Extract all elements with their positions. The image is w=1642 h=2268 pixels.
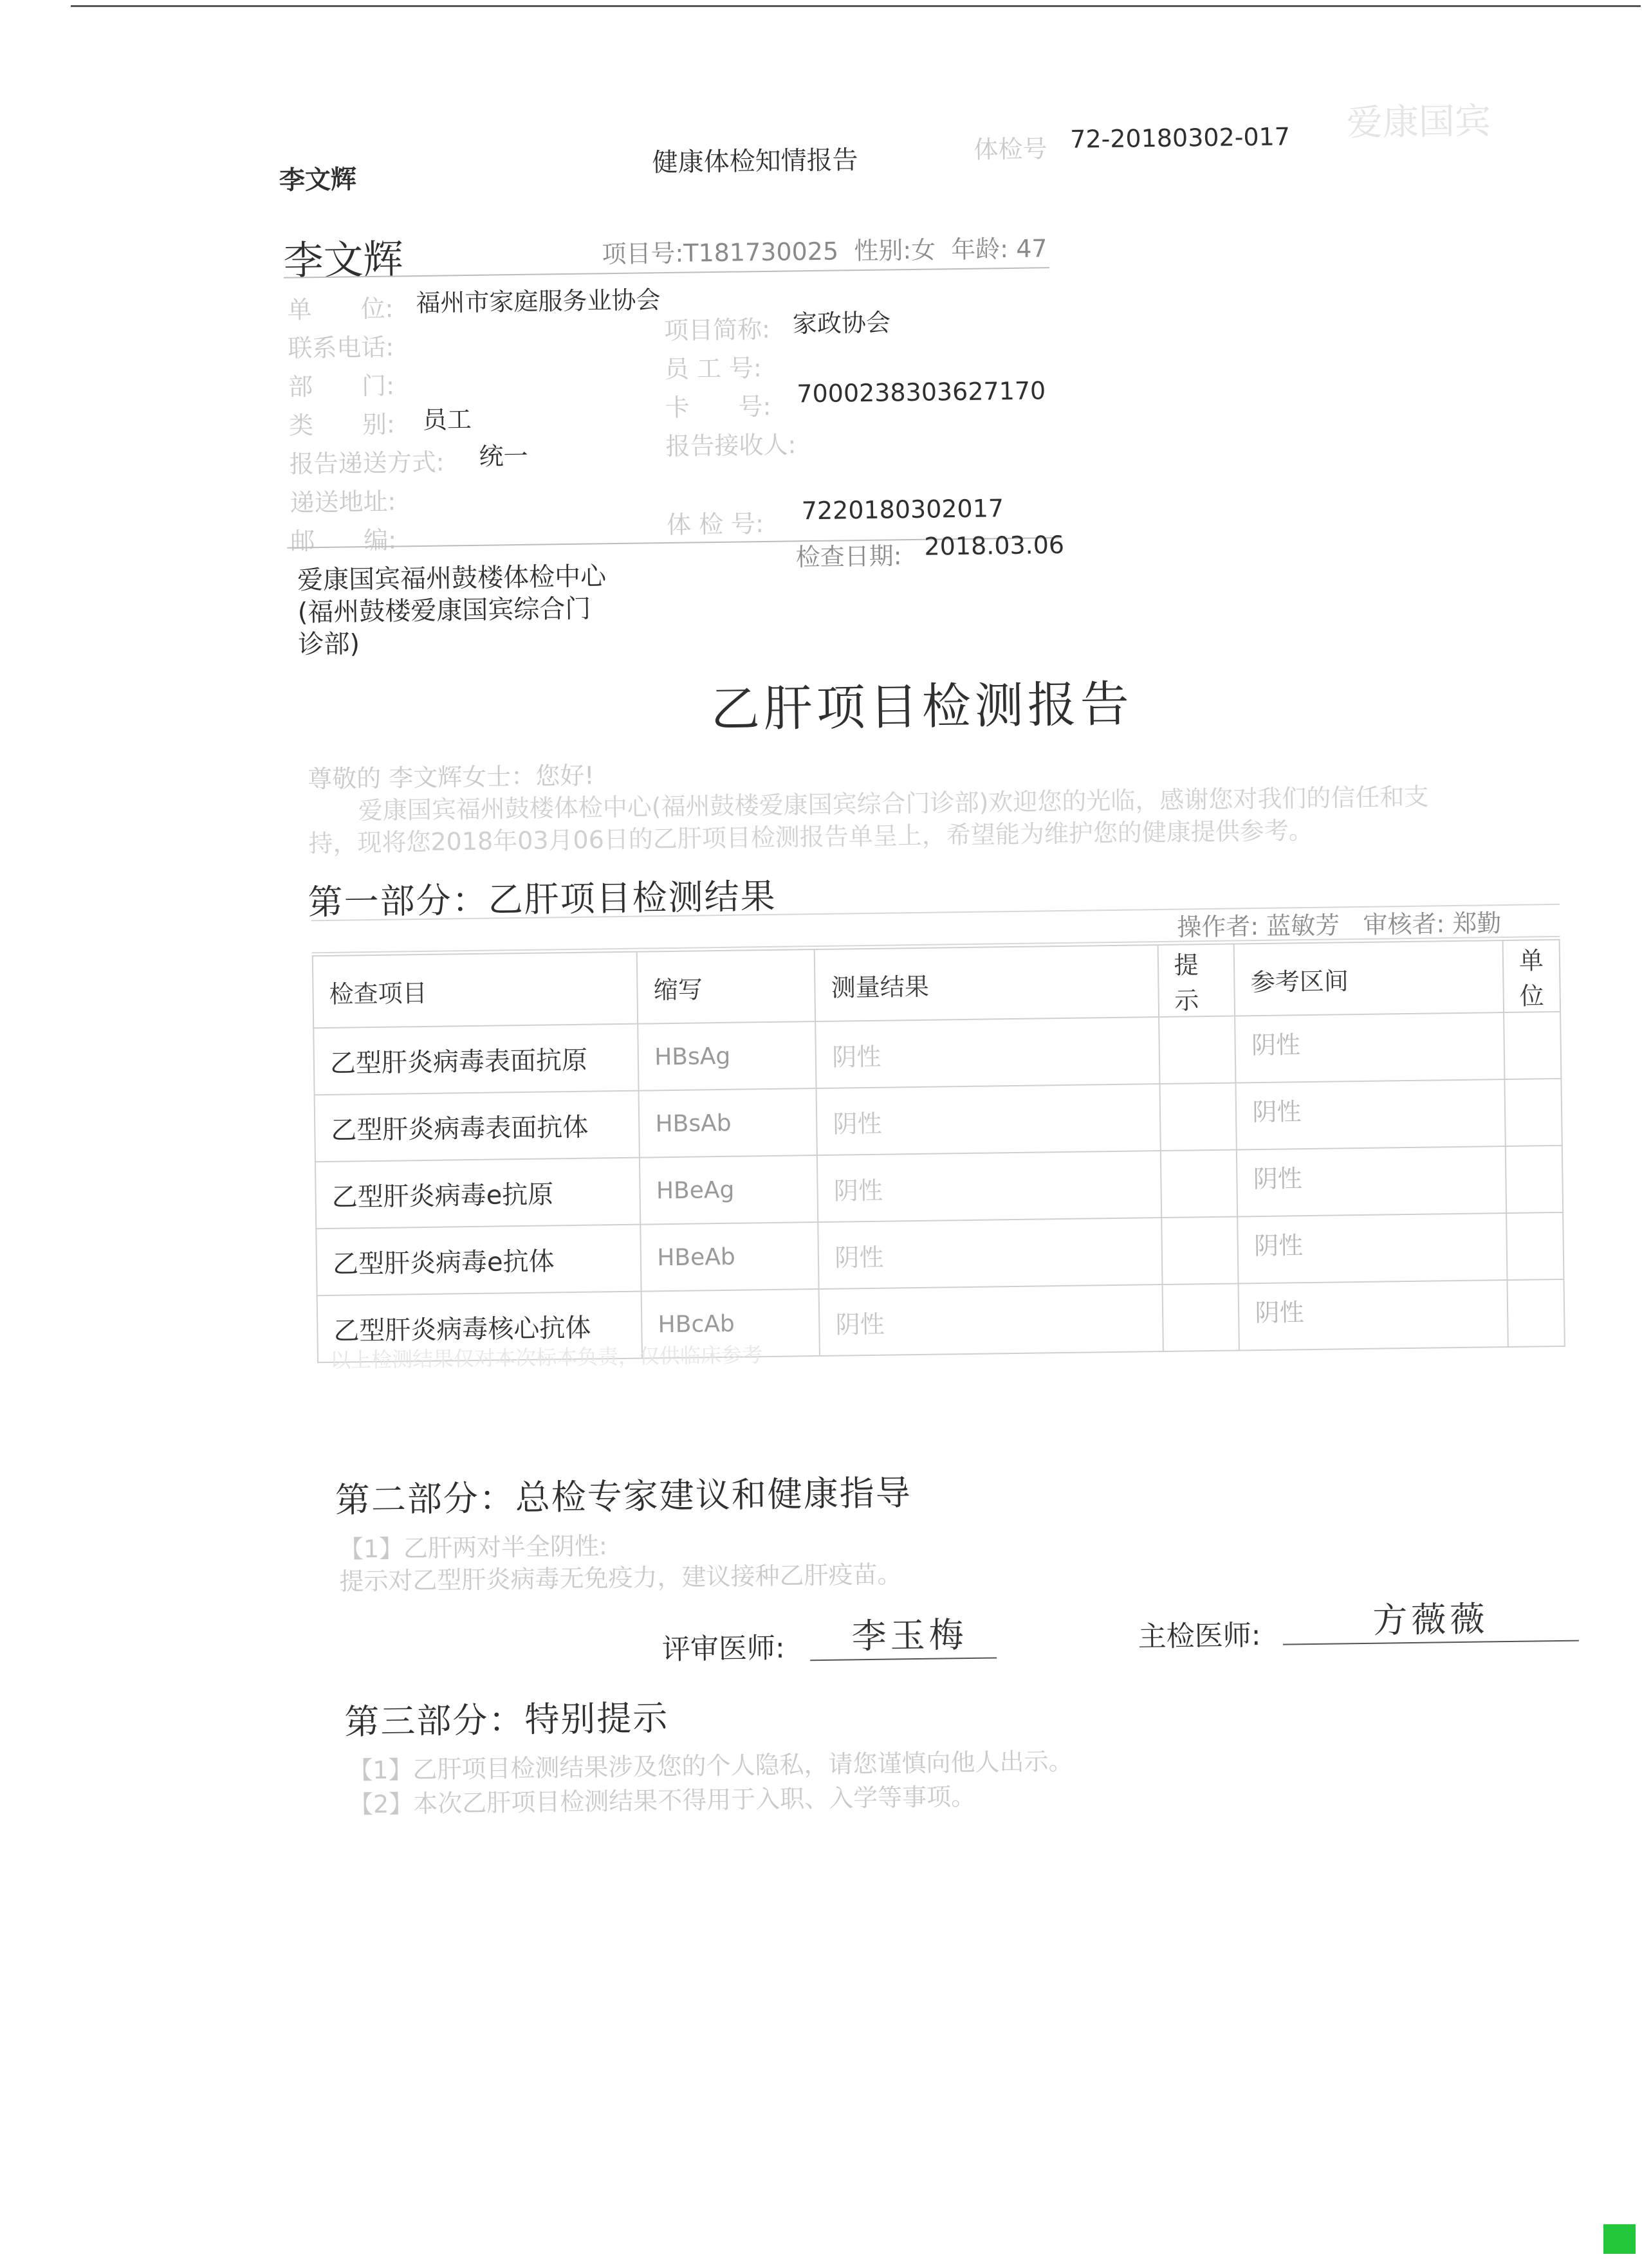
row-item: 乙型肝炎病毒e抗原	[315, 1158, 641, 1229]
center-name-line2: (福州鼓楼爱康国宾综合门	[297, 594, 591, 628]
exam-date-label: 检查日期:	[795, 542, 902, 572]
receiver-label: 报告接收人:	[665, 430, 797, 461]
row-abbr: HBsAb	[639, 1088, 817, 1158]
row-item: 乙型肝炎病毒核心抗体	[317, 1292, 643, 1363]
dept-label: 部 门:	[288, 371, 395, 401]
delivery-label: 报告递送方式:	[289, 448, 445, 479]
row-result: 阴性	[817, 1151, 1161, 1222]
results-table	[312, 939, 1565, 1363]
project-no: T181730025	[683, 237, 839, 268]
unit-value: 福州市家庭服务业协会	[416, 286, 661, 318]
header-exam-no: 72-20180302-017	[1069, 122, 1291, 154]
row-unit	[1507, 1279, 1564, 1347]
greeting-line3: 持，现将您2018年03月06日的乙肝项目检测报告单呈上，希望能为维护您的健康提供参考。	[308, 816, 1314, 858]
row-hint	[1161, 1216, 1239, 1285]
row-ref: 阴性	[1238, 1213, 1508, 1283]
reviewer-doctor-signature: 李玉梅	[851, 1614, 968, 1657]
category-value: 员工	[422, 405, 472, 434]
project-name-value: 家政协会	[792, 308, 891, 338]
row-hint	[1159, 1016, 1236, 1084]
chief-doctor-signature: 方薇薇	[1372, 1598, 1489, 1641]
center-name-line3: 诊部)	[298, 629, 360, 660]
corner-stamp	[1603, 2224, 1636, 2254]
row-abbr: HBcAb	[641, 1289, 820, 1358]
header-corner-mark: 爱康国宾	[1346, 100, 1491, 145]
row-item: 乙型肝炎病毒表面抗原	[313, 1024, 639, 1095]
report-title: 乙肝项目检测报告	[710, 675, 1134, 738]
exam-id-value: 7220180302017	[801, 494, 1004, 526]
reviewer-doctor-label: 评审医师:	[661, 1631, 786, 1667]
row-item: 乙型肝炎病毒表面抗体	[315, 1091, 640, 1162]
row-abbr: HBeAb	[641, 1222, 819, 1292]
patient-name: 李文辉	[283, 235, 404, 284]
row-hint	[1162, 1283, 1239, 1351]
col-header-hint: 提示	[1158, 944, 1235, 1018]
results-footnote: 以上检测结果仅对本次标本负责，仅供临床参考	[329, 1342, 763, 1373]
category-label: 类 别:	[288, 410, 396, 440]
greeting-line1: 尊敬的 李文辉女士：您好!	[307, 761, 595, 794]
gender-label: 性别:	[853, 235, 912, 266]
col-header-item: 检查项目	[313, 952, 638, 1029]
row-result: 阴性	[818, 1218, 1163, 1289]
col-header-abbr: 缩写	[637, 949, 815, 1024]
employee-no-label: 员 工 号:	[664, 354, 762, 384]
row-result: 阴性	[819, 1285, 1163, 1356]
row-result: 阴性	[816, 1017, 1160, 1088]
chief-doctor-label: 主检医师:	[1138, 1619, 1261, 1654]
card-no-label: 卡 号:	[665, 392, 771, 423]
center-name-line1: 爱康国宾福州鼓楼体检中心	[297, 562, 607, 596]
part1-heading: 第一部分：乙肝项目检测结果	[308, 875, 777, 923]
row-unit	[1504, 1012, 1561, 1079]
age-label: 年龄:	[950, 235, 1009, 264]
part3-note1: 【1】乙肝项目检测结果涉及您的个人隐私，请您谨慎向他人出示。	[348, 1746, 1073, 1785]
unit-label: 单 位:	[287, 294, 394, 324]
greeting-line2: 爱康国宾福州鼓楼体检中心(福州鼓楼爱康国宾综合门诊部)欢迎您的光临，感谢您对我们的信任和支	[358, 782, 1429, 825]
operator-label: 操作者:	[1176, 912, 1259, 942]
exam-date-value: 2018.03.06	[924, 530, 1065, 561]
row-result: 阴性	[816, 1084, 1161, 1155]
row-ref: 阴性	[1239, 1280, 1508, 1350]
part3-heading: 第三部分：特别提示	[344, 1697, 669, 1742]
address-label: 递送地址:	[290, 487, 396, 517]
col-header-ref: 参考区间	[1234, 940, 1504, 1016]
postcode-label: 邮 编:	[290, 526, 397, 556]
phone-label: 联系电话:	[288, 333, 394, 363]
delivery-value: 统一	[479, 441, 528, 471]
reviewer-label: 审核者:	[1363, 910, 1445, 939]
row-unit	[1506, 1146, 1563, 1213]
row-abbr: HBsAg	[638, 1021, 816, 1091]
col-header-result: 测量结果	[815, 945, 1159, 1021]
header-name: 李文辉	[279, 165, 357, 196]
part2-heading: 第二部分：总检专家建议和健康指导	[335, 1472, 912, 1521]
row-unit	[1504, 1079, 1562, 1146]
col-header-unit: 单位	[1503, 940, 1560, 1012]
reviewer-value: 郑勤	[1452, 909, 1502, 938]
age: 47	[1015, 234, 1047, 263]
part2-item1-detail: 提示对乙型肝炎病毒无免疫力，建议接种乙肝疫苗。	[339, 1560, 902, 1596]
row-ref: 阴性	[1237, 1146, 1506, 1216]
row-unit	[1506, 1212, 1564, 1280]
part2-item1: 【1】乙肝两对半全阴性:	[338, 1532, 608, 1564]
row-hint	[1159, 1083, 1237, 1151]
row-ref: 阴性	[1236, 1079, 1506, 1149]
row-abbr: HBeAg	[640, 1155, 818, 1225]
project-name-label: 项目简称:	[663, 315, 771, 345]
part3-note2: 【2】本次乙肝项目检测结果不得用于入职、入学等事项。	[348, 1782, 976, 1819]
row-hint	[1160, 1149, 1237, 1218]
project-no-label: 项目号:	[602, 239, 684, 269]
header-exam-no-label: 体检号	[973, 134, 1047, 164]
exam-id-label: 体 检 号:	[666, 509, 764, 540]
gender: 女	[910, 235, 936, 264]
header-title: 健康体检知情报告	[652, 145, 858, 178]
row-item: 乙型肝炎病毒e抗体	[316, 1225, 641, 1296]
card-no-value: 7000238303627170	[797, 376, 1046, 408]
operator-value: 蓝敏芳	[1266, 911, 1340, 940]
row-ref: 阴性	[1235, 1012, 1505, 1083]
